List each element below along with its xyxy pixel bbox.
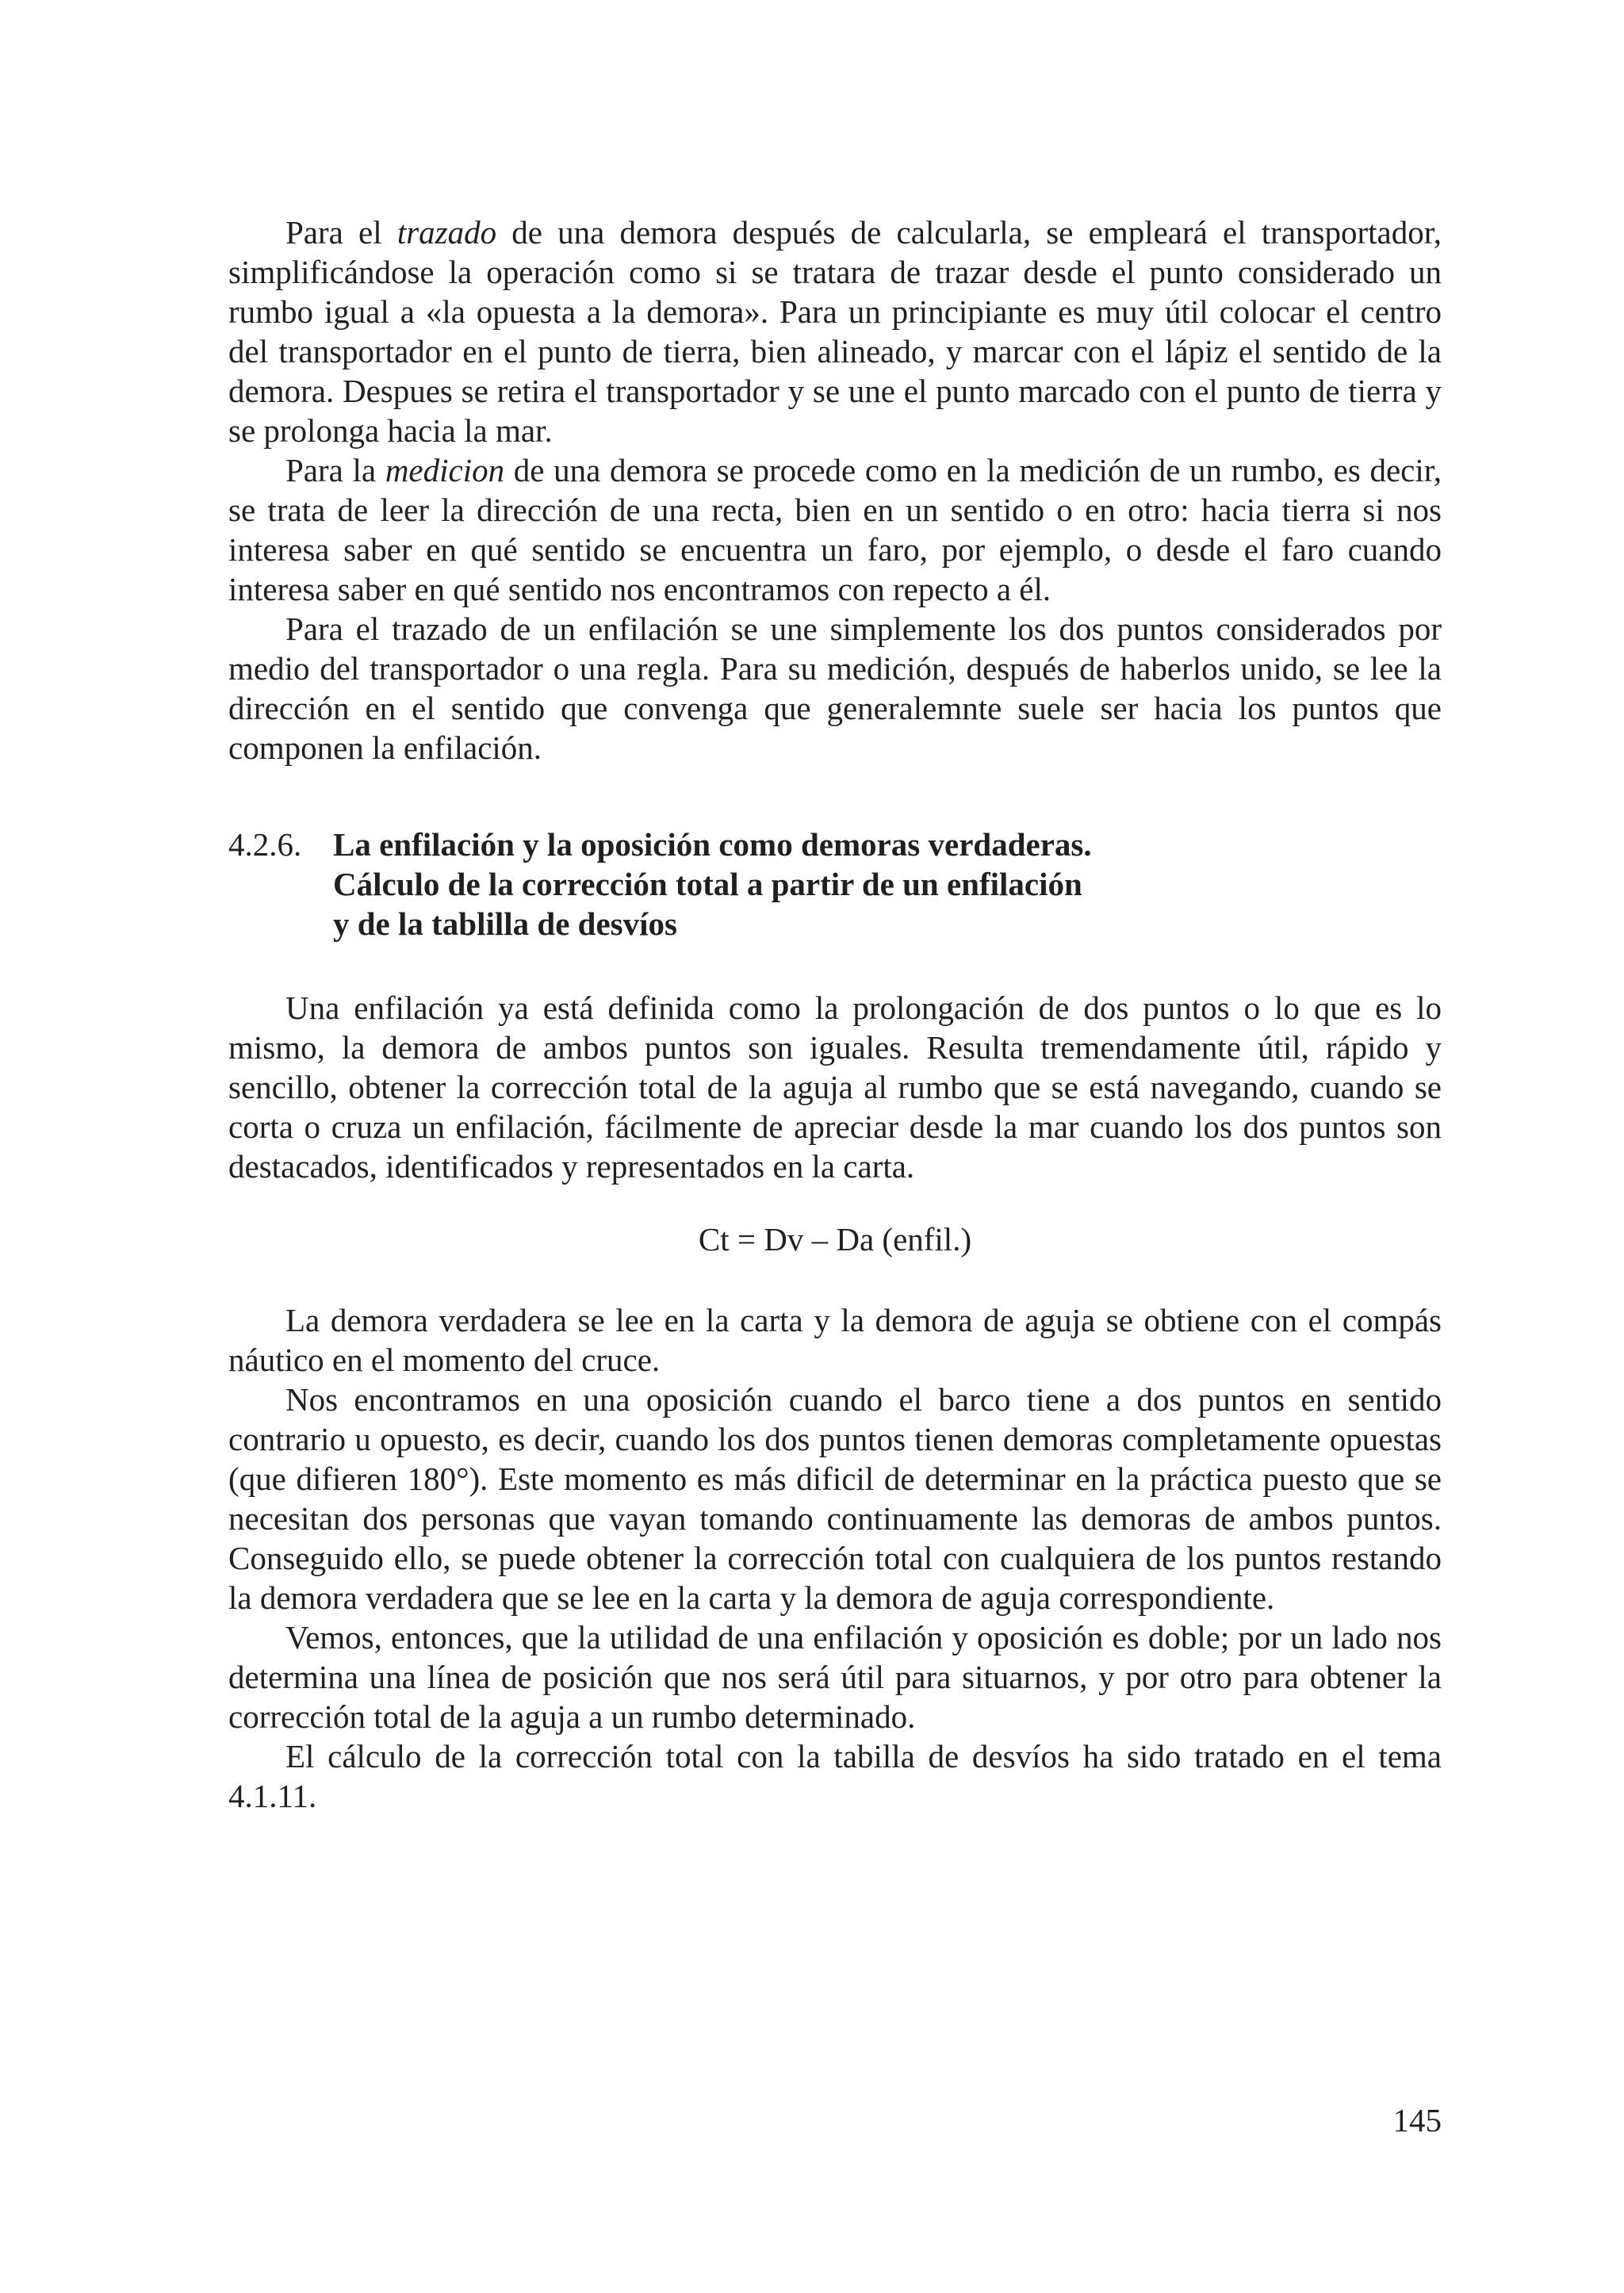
formula: Ct = Dv – Da (enfil.) [698, 1221, 972, 1258]
section-title-line: y de la tablilla de desvíos [333, 905, 677, 942]
section-title-line: La enfilación y la oposición como demoras verdaderas. [333, 826, 1092, 863]
italic-term: medicion [385, 452, 505, 488]
paragraph-text: Para la [285, 452, 385, 488]
paragraph-enfilacion-trazado: Para el trazado de un enfilación se une simplemente los dos puntos considerados por medio del transportador o una regla. Para su medición, después de haberlos unido, se lee la dirección en el sentido que convenga que generalemnte suele ser hacia los puntos que componen la enfilación. [228, 611, 1442, 766]
paragraph-enfilacion-definicion: Una enfilación ya está definida como la prolongación de dos puntos o lo que es lo mismo, la demora de ambos puntos son iguales. Resulta tremendamente útil, rápido y sencillo, obtener la corrección total de la aguja al rumbo que se está navegando, cuando se corta o cruza un enfilación, fácilmente de apreciar desde la mar cuando los dos puntos son destacados, identificados y representados en la carta. [228, 990, 1442, 1185]
paragraph-trazado [228, 212, 1442, 450]
page-body [228, 212, 1442, 1816]
spacer [228, 944, 1442, 988]
page-number: 145 [1392, 2102, 1442, 2138]
paragraph-demora-verdadera: La demora verdadera se lee en la carta y la demora de aguja se obtiene con el compás náutico en el momento del cruce. [228, 1302, 1442, 1378]
spacer [228, 768, 1442, 825]
paragraph-text: de una demora después de calcularla, se empleará el transportador, simplificándose la operación como si se tratara de trazar desde el punto considerado un rumbo igual a «la opuesta a la demora». Para un principiante es muy útil colocar el centro del transportador en el punto de tierra, bien alineado, y marcar con el lápiz el sentido de la demora. Despues se retira el transportador y se une el punto marcado con el punto de tierra y se prolonga hacia la mar. [228, 214, 1442, 449]
paragraph-text: Para el [285, 214, 397, 251]
paragraph-medicion [228, 450, 1442, 609]
italic-term: trazado [396, 214, 497, 251]
section-heading [228, 825, 1442, 944]
section-number: 4.2.6. [228, 826, 302, 863]
paragraph-utilidad: Vemos, entonces, que la utilidad de una enfilación y oposición es doble; por un lado nos determina una línea de posición que nos será útil para situarnos, y por otro para obtener la corrección total de la aguja a un rumbo determinado. [228, 1619, 1442, 1735]
paragraph-tabilla-desvios: El cálculo de la corrección total con la tabilla de desvíos ha sido tratado en el tema 4.1.11. [228, 1738, 1442, 1814]
section-title [333, 825, 1092, 944]
paragraph-oposicion: Nos encontramos en una oposición cuando el barco tiene a dos puntos en sentido contrario u opuesto, es decir, cuando los dos puntos tienen demoras completamente opuestas (que difieren 180°). Este momento es más dificil de determinar en la práctica puesto que se necesitan dos personas que vayan tomando continuamente las demoras de ambos puntos. Conseguido ello, se puede obtener la corrección total con cualquiera de los puntos restando la demora verdadera que se lee en la carta y la demora de aguja correspondiente. [228, 1381, 1442, 1616]
section-title-line: Cálculo de la corrección total a partir de un enfilación [333, 866, 1082, 902]
paragraph-text: de una demora se procede como en la medición de un rumbo, es decir, se trata de leer la dirección de una recta, bien en un sentido o en otro: hacia tierra si nos interesa saber en qué sentido se encuentra un faro, por ejemplo, o desde el faro cuando interesa saber en qué sentido nos encontramos con repecto a él. [228, 452, 1442, 607]
